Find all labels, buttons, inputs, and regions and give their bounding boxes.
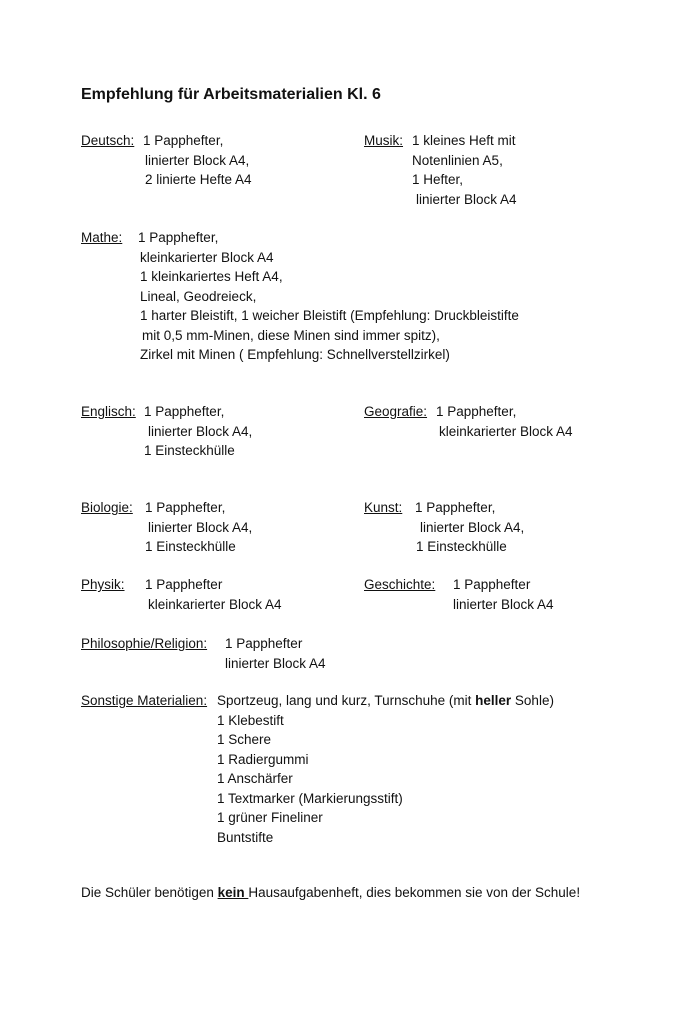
list-item: linierter Block A4, (148, 423, 253, 439)
list-item: 1 Schere (217, 732, 272, 747)
list-item: 1 Textmarker (Markierungsstift) (217, 790, 403, 806)
section-label-kunst: Kunst: (364, 500, 403, 515)
list-item: 1 grüner Fineliner (217, 810, 323, 825)
footer-kein-emphasis: kein (217, 885, 249, 900)
list-item: 1 harter Bleistift, 1 weicher Bleistift (Empfehlung: Druckbleistifte (140, 308, 519, 323)
list-item: 1 Einsteckhülle (416, 539, 507, 554)
list-item: mit 0,5 mm-Minen, diese Minen sind immer spitz), (142, 327, 440, 343)
list-item: linierter Block A4 (416, 191, 517, 207)
footer-text-start: Die Schüler benötigen (81, 885, 218, 900)
list-item: 2 linierte Hefte A4 (145, 172, 252, 187)
list-item: 1 Einsteckhülle (144, 443, 235, 458)
footer-text-end: Hausaufgabenheft, dies bekommen sie von der Schule! (248, 885, 581, 900)
list-item: 1 kleines Heft mit (412, 133, 516, 148)
section-label-deutsch: Deutsch: (81, 133, 135, 148)
list-item: Zirkel mit Minen ( Empfehlung: Schnellverstellzirkel) (140, 347, 450, 362)
list-item: 1 Papphefter (145, 577, 223, 592)
section-label-physik: Physik: (81, 577, 125, 592)
list-item: linierter Block A4 (453, 596, 554, 612)
list-item: 1 Papphefter, (145, 500, 226, 515)
list-item: linierter Block A4, (148, 519, 253, 535)
list-item (217, 691, 554, 711)
list-item: 1 Papphefter, (436, 404, 517, 419)
section-label-musik: Musik: (364, 133, 404, 148)
section-label-philosophie-religion: Philosophie/Religion: (81, 636, 208, 651)
section-label-mathe: Mathe: (81, 230, 123, 245)
list-item: 1 Klebestift (217, 712, 284, 728)
section-label-geschichte: Geschichte: (364, 577, 436, 592)
list-item: 1 Einsteckhülle (145, 539, 236, 554)
list-item: Lineal, Geodreieck, (140, 288, 257, 304)
list-item: linierter Block A4 (225, 655, 326, 671)
list-item: linierter Block A4, (145, 152, 250, 168)
section-label-englisch: Englisch: (81, 404, 136, 419)
section-label-biologie: Biologie: (81, 500, 133, 515)
list-item: 1 Hefter, (412, 172, 464, 187)
list-item: 1 Papphefter (453, 577, 531, 592)
heller-bold-text: heller (475, 693, 512, 708)
list-item: Buntstifte (217, 829, 274, 845)
footer-note (81, 883, 580, 903)
list-item: Notenlinien A5, (412, 152, 503, 168)
list-item: kleinkarierter Block A4 (140, 249, 274, 265)
list-item: kleinkarierter Block A4 (148, 596, 282, 612)
list-item: 1 Papphefter, (138, 230, 219, 245)
list-item: kleinkarierter Block A4 (439, 423, 573, 439)
list-item: 1 Papphefter, (144, 404, 225, 419)
list-item: linierter Block A4, (420, 519, 525, 535)
list-item: 1 Anschärfer (217, 771, 293, 786)
list-item: 1 Papphefter, (143, 133, 224, 148)
sohle-text: Sohle) (511, 693, 554, 708)
list-item: 1 Papphefter, (415, 500, 496, 515)
page-title: Empfehlung für Arbeitsmaterialien Kl. 6 (81, 86, 381, 103)
list-item: 1 kleinkariertes Heft A4, (140, 269, 283, 284)
sportzeug-text: Sportzeug, lang und kurz, Turnschuhe (mit (217, 693, 476, 708)
list-item: 1 Radiergummi (217, 751, 309, 767)
list-item: 1 Papphefter (225, 636, 303, 651)
section-label-geografie: Geografie: (364, 404, 428, 419)
section-label-sonstige-materialien: Sonstige Materialien: (81, 693, 208, 708)
